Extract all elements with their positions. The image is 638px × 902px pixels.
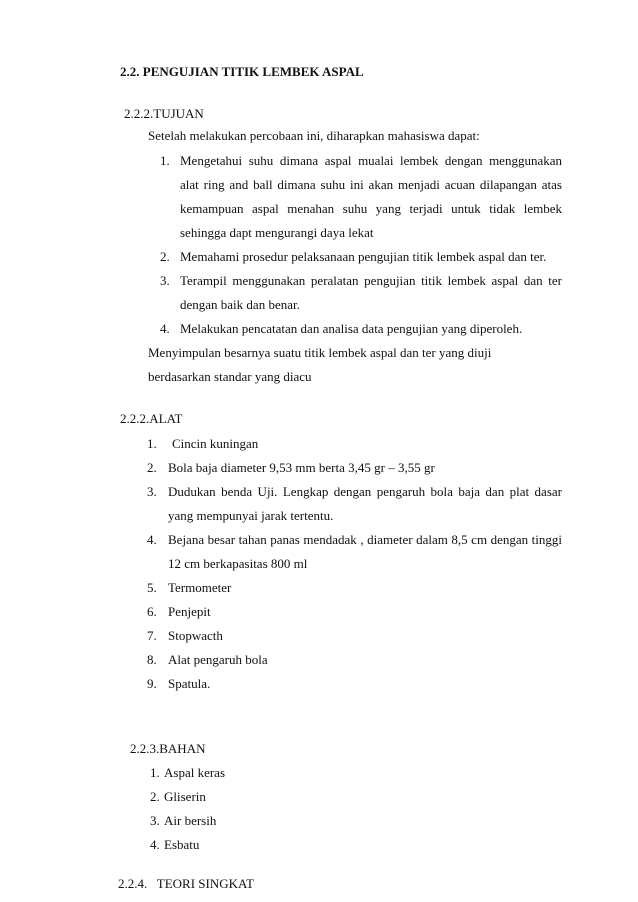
alat-item-line: Penjepit bbox=[168, 604, 211, 619]
alat-item-line: Stopwacth bbox=[168, 628, 223, 643]
alat-item-line: Cincin kuningan bbox=[172, 436, 259, 451]
tujuan-item-line: sehingga dapt mengurangi daya lekat bbox=[180, 225, 374, 240]
tujuan-item-line: dengan baik dan benar. bbox=[180, 297, 300, 312]
alat-item-num: 8. bbox=[147, 652, 157, 667]
bahan-item-num: 2. bbox=[150, 789, 160, 804]
tujuan-item-line: Memahami prosedur pelaksanaan pengujian titik lembek aspal dan ter. bbox=[180, 249, 547, 264]
alat-item-line: Alat pengaruh bola bbox=[168, 652, 268, 667]
tujuan-intro: Setelah melakukan percobaan ini, diharapkan mahasiswa dapat: bbox=[148, 128, 480, 143]
bahan-item-num: 3. bbox=[150, 813, 160, 828]
section-heading: 2.2. PENGUJIAN TITIK LEMBEK ASPAL bbox=[120, 64, 364, 79]
tujuan-item-num: 2. bbox=[160, 249, 170, 264]
alat-title: 2.2.2.ALAT bbox=[120, 411, 183, 426]
alat-item-line: 12 cm berkapasitas 800 ml bbox=[168, 556, 308, 571]
alat-item-num: 6. bbox=[147, 604, 157, 619]
alat-item-num: 1. bbox=[147, 436, 157, 451]
tujuan-closing-line: berdasarkan standar yang diacu bbox=[148, 369, 312, 384]
alat-item-line: Spatula. bbox=[168, 676, 211, 691]
bahan-item-num: 1. bbox=[150, 765, 160, 780]
alat-item-num: 3. bbox=[147, 484, 157, 499]
tujuan-item-line: Mengetahui suhu dimana aspal mualai lembek dengan menggunakan bbox=[180, 153, 562, 168]
tujuan-item-num: 1. bbox=[160, 153, 170, 168]
tujuan-item-line: alat ring and ball dimana suhu ini akan menjadi acuan dilapangan atas bbox=[180, 177, 562, 192]
tujuan-item-num: 4. bbox=[160, 321, 170, 336]
alat-item-num: 4. bbox=[147, 532, 157, 547]
bahan-item-text: Air bersih bbox=[164, 813, 217, 828]
tujuan-item-line: kemampuan aspal menahan suhu yang terjadi untuk tidak lembek bbox=[180, 201, 562, 216]
bahan-item-text: Aspal keras bbox=[164, 765, 226, 780]
bahan-item-num: 4. bbox=[150, 837, 160, 852]
alat-item-num: 7. bbox=[147, 628, 157, 643]
alat-item-line: Bola baja diameter 9,53 mm berta 3,45 gr – 3,55 gr bbox=[168, 460, 435, 475]
alat-item-num: 5. bbox=[147, 580, 157, 595]
tujuan-item-line: Melakukan pencatatan dan analisa data pengujian yang diperoleh. bbox=[180, 321, 523, 336]
tujuan-item-line: Terampil menggunakan peralatan pengujian titik lembek aspal dan ter bbox=[180, 273, 562, 288]
alat-item-num: 2. bbox=[147, 460, 157, 475]
tujuan-title: 2.2.2.TUJUAN bbox=[124, 106, 204, 121]
alat-item-line: Dudukan benda Uji. Lengkap dengan pengaruh bola baja dan plat dasar bbox=[168, 484, 562, 499]
tujuan-closing-line: Menyimpulan besarnya suatu titik lembek aspal dan ter yang diuji bbox=[148, 345, 492, 360]
teori-title: 2.2.4. TEORI SINGKAT bbox=[118, 876, 254, 891]
bahan-item-text: Esbatu bbox=[164, 837, 200, 852]
alat-item-line: yang mempunyai jarak tertentu. bbox=[168, 508, 334, 523]
alat-item-num: 9. bbox=[147, 676, 157, 691]
alat-item-line: Termometer bbox=[168, 580, 232, 595]
alat-item-line: Bejana besar tahan panas mendadak , diameter dalam 8,5 cm dengan tinggi bbox=[168, 532, 562, 547]
tujuan-item-num: 3. bbox=[160, 273, 170, 288]
bahan-title: 2.2.3.BAHAN bbox=[130, 741, 206, 756]
bahan-item-text: Gliserin bbox=[164, 789, 206, 804]
